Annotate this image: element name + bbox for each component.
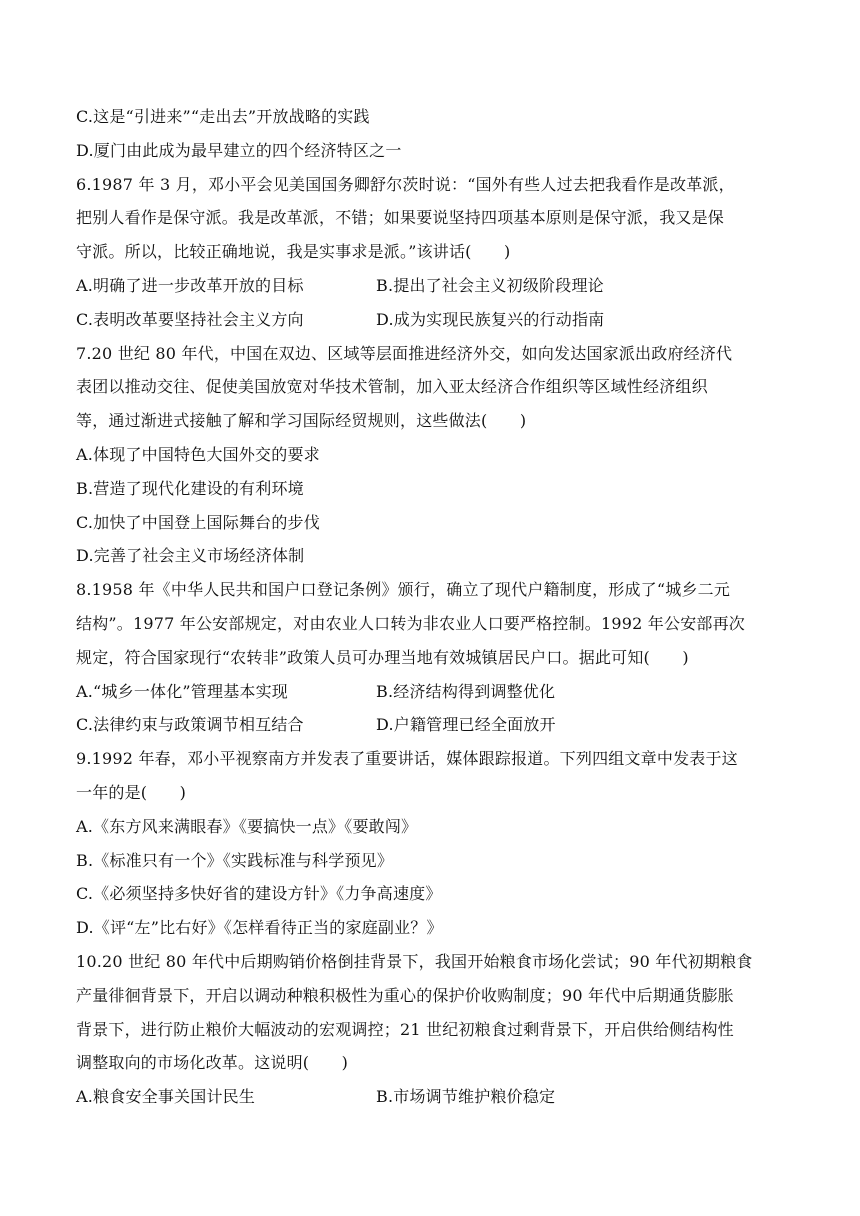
- option-c: C.表明改革要坚持社会主义方向: [76, 309, 304, 329]
- question-text: 调整取向的市场化改革。这说明( ): [76, 1053, 349, 1073]
- question-text: 结构”。1977 年公安部规定，对由农业人口转为非农业人口要严格控制。1992 年公安部再次: [76, 613, 745, 633]
- options-row: [76, 269, 788, 303]
- option-d: D.户籍管理已经全面放开: [376, 715, 556, 735]
- option-d: D.厦门由此成为最早建立的四个经济特区之一: [76, 140, 402, 160]
- option-a: A.“城乡一体化”管理基本实现: [76, 681, 289, 701]
- option-c: C.法律约束与政策调节相互结合: [76, 715, 304, 735]
- option-b: B.市场调节维护粮价稳定: [376, 1087, 556, 1107]
- option-c: C.加快了中国登上国际舞台的步伐: [76, 512, 320, 532]
- question-text: 把别人看作是保守派。我是改革派，不错；如果要说坚持四项基本原则是保守派，我又是保: [76, 208, 725, 228]
- option-b: B.《标准只有一个》《实践标准与科学预见》: [76, 850, 394, 870]
- question-text: 守派。所以，比较正确地说，我是实事求是派。”该讲话( ): [76, 242, 511, 262]
- question-8: [76, 573, 788, 742]
- option-a: A.粮食安全事关国计民生: [76, 1087, 256, 1107]
- question-6: [76, 168, 788, 337]
- option-b: B.提出了社会主义初级阶段理论: [376, 275, 604, 295]
- option-c: C.这是“引进来”“走出去”开放战略的实践: [76, 107, 370, 126]
- question-text: 9.1992 年春，邓小平视察南方并发表了重要讲话，媒体跟踪报道。下列四组文章中发表于这: [76, 749, 738, 769]
- exam-page: [76, 100, 788, 1114]
- option-d: D.成为实现民族复兴的行动指南: [376, 309, 605, 329]
- question-text: 产量徘徊背景下，开启以调动种粮积极性为重心的保护价收购制度；90 年代中后期通货膨胀: [76, 985, 734, 1005]
- question-text: 规定，符合国家现行“农转非”政策人员可办理当地有效城镇居民户口。据此可知( ): [76, 647, 689, 667]
- options-row: [76, 708, 788, 742]
- option-a: A.《东方风来满眼春》《要搞快一点》《要敢闯》: [76, 816, 418, 836]
- question-7: [76, 337, 788, 574]
- question-text: 表团以推动交往、促使美国放宽对华技术管制，加入亚太经济合作组织等区域性经济组织: [76, 377, 708, 397]
- question-text: 7.20 世纪 80 年代，中国在双边、区域等层面推进经济外交，如向发达国家派出政府经济代: [76, 343, 733, 363]
- question-9: [76, 742, 788, 945]
- options-row: [76, 675, 788, 709]
- option-a: A.明确了进一步改革开放的目标: [76, 275, 304, 295]
- question-text: 背景下，进行防止粮价大幅波动的宏观调控；21 世纪初粮食过剩背景下，开启供给侧结构性: [76, 1019, 734, 1039]
- option-a: A.体现了中国特色大国外交的要求: [76, 444, 320, 464]
- question-10: [76, 945, 788, 1114]
- question-text: 10.20 世纪 80 年代中后期购销价格倒挂背景下，我国开始粮食市场化尝试；90 年代初期粮食: [76, 951, 753, 971]
- question-text: 等，通过渐进式接触了解和学习国际经贸规则，这些做法( ): [76, 411, 527, 431]
- option-c: C.《必须坚持多快好省的建设方针》《力争高速度》: [76, 884, 442, 904]
- question-text: 6.1987 年 3 月，邓小平会见美国国务卿舒尔茨时说：“国外有些人过去把我看作是改革派，: [76, 174, 735, 194]
- option-b: B.经济结构得到调整优化: [376, 681, 556, 701]
- option-d: D.完善了社会主义市场经济体制: [76, 546, 305, 566]
- option-b: B.营造了现代化建设的有利环境: [76, 478, 304, 498]
- option-d: D.《评“左”比右好》《怎样看待正当的家庭副业？》: [76, 918, 443, 938]
- question-text: 8.1958 年《中华人民共和国户口登记条例》颁行，确立了现代户籍制度，形成了“城乡二元: [76, 580, 731, 600]
- options-row: [76, 303, 788, 337]
- options-row: [76, 1080, 788, 1114]
- question-text: 一年的是( ): [76, 782, 187, 802]
